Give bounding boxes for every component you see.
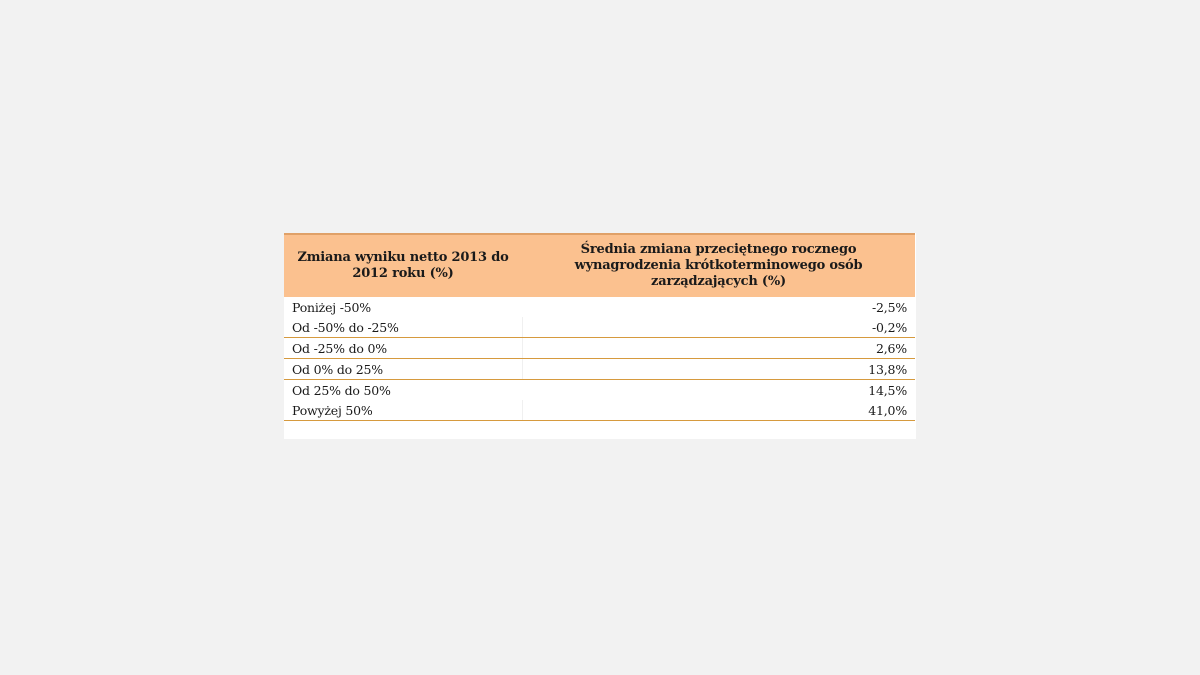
header-average-salary-change: Średnia zmiana przeciętnego rocznego wynagrodzenia krótkoterminowego osób zarządzających (%) — [574, 242, 863, 289]
salary-change-table-card — [284, 233, 916, 439]
row-label: Od -25% do 0% — [284, 338, 522, 359]
table-row — [284, 317, 915, 338]
row-label: Od 25% do 50% — [292, 382, 391, 398]
row-value: -0,2% — [522, 317, 915, 338]
row-value: -2,5% — [872, 299, 907, 315]
row-label: Od -50% do -25% — [284, 317, 522, 338]
table-row — [284, 297, 915, 317]
row-value: 2,6% — [522, 338, 915, 359]
header-net-result-change: Zmiana wyniku netto 2013 do 2012 roku (%) — [297, 250, 509, 281]
row-value: 13,8% — [522, 359, 915, 380]
table-row — [284, 400, 915, 421]
salary-change-table — [284, 233, 915, 421]
row-label: Od 0% do 25% — [284, 359, 522, 380]
row-label: Poniżej -50% — [292, 299, 371, 315]
table-row — [284, 380, 915, 401]
row-label: Powyżej 50% — [284, 400, 522, 421]
row-value: 41,0% — [522, 400, 915, 421]
table-header-row — [284, 234, 915, 297]
row-value: 14,5% — [868, 382, 907, 398]
table-row — [284, 338, 915, 359]
table-row — [284, 359, 915, 380]
